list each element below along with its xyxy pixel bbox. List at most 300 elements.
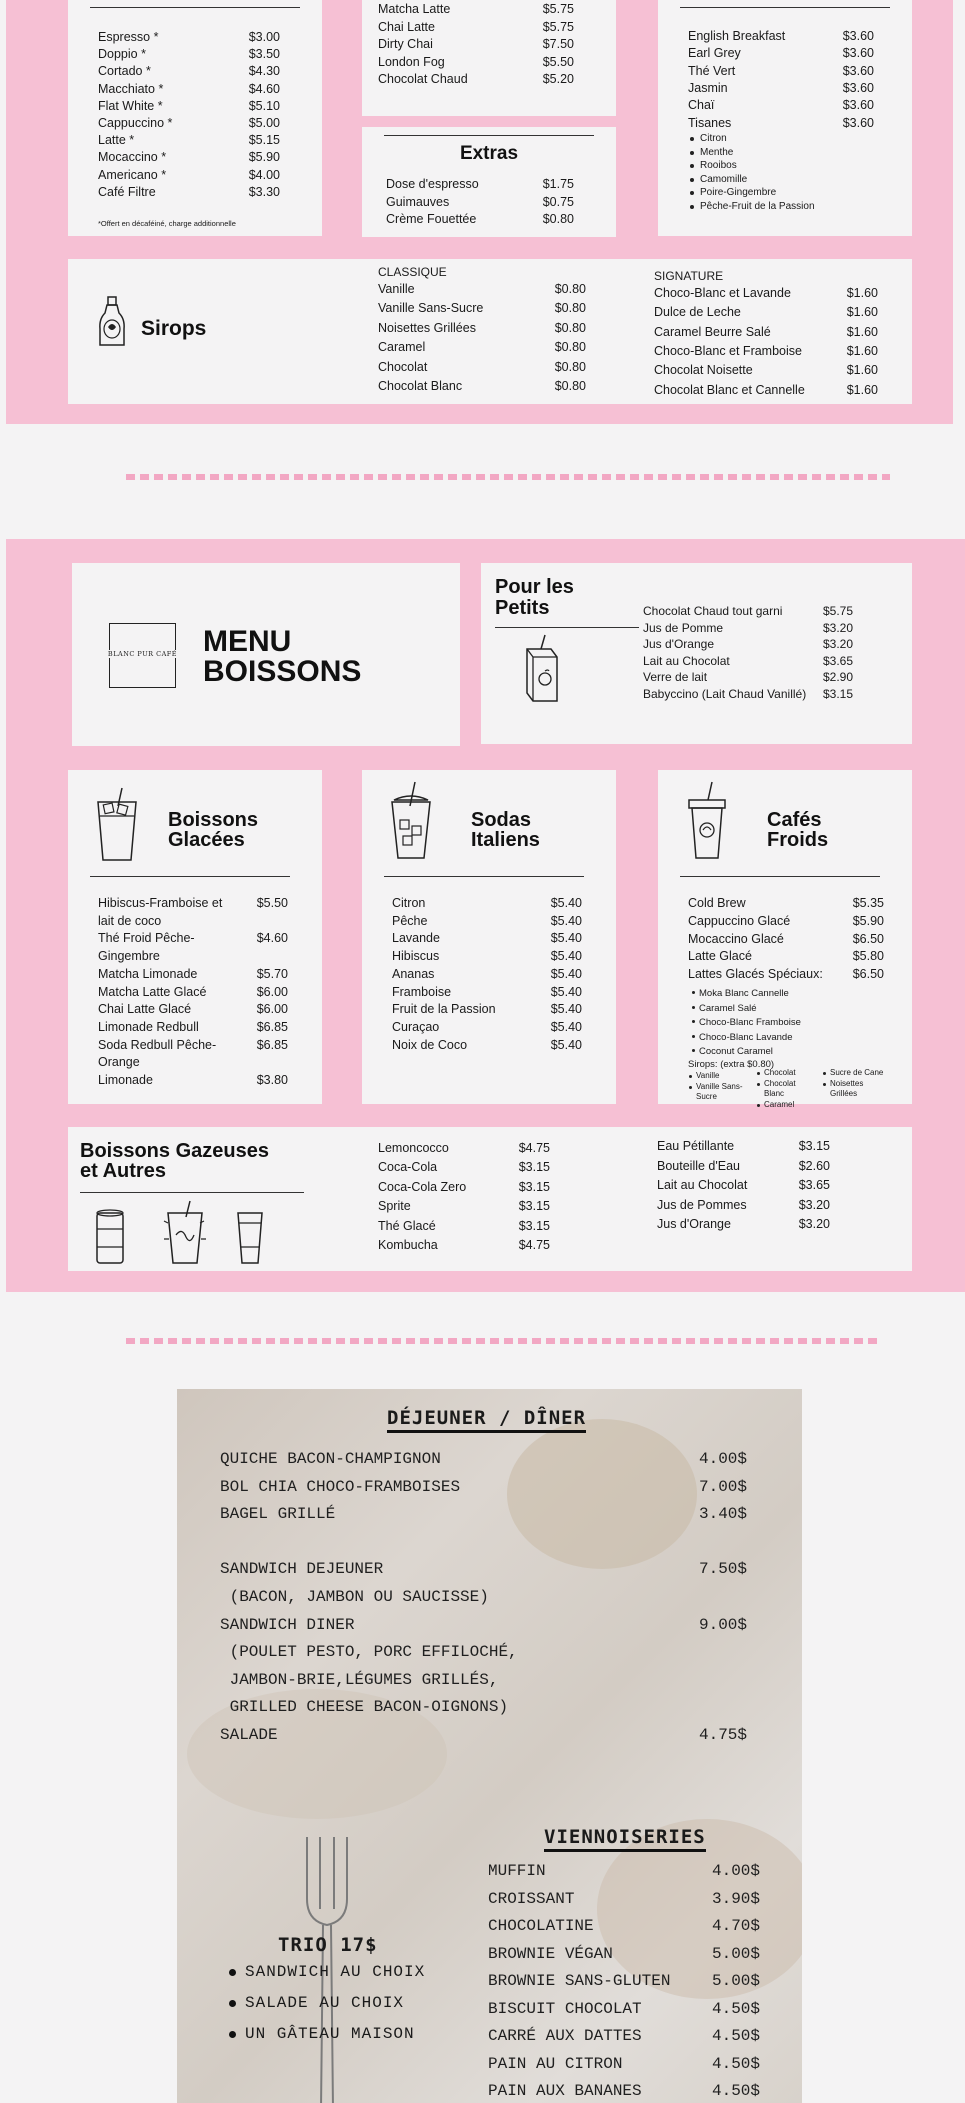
- item-price: $0.80: [554, 320, 586, 335]
- menu-item: [220, 1584, 747, 1612]
- item-name: Fruit de la Passion: [392, 1002, 496, 1017]
- syrup-item: Chocolat: [756, 1068, 816, 1079]
- menu-item: [688, 895, 884, 913]
- menu-item: [643, 653, 853, 671]
- item-name: Cappuccino *: [98, 116, 173, 130]
- sodas-title-line1: Sodas: [471, 809, 532, 831]
- menu-item: [378, 1179, 550, 1197]
- divider: [80, 1192, 304, 1193]
- menu-item: [378, 378, 586, 396]
- card-froids: [658, 770, 912, 1109]
- item-price: $3.30: [248, 184, 280, 199]
- sirops-col3: [822, 1068, 887, 1100]
- card-thes: [658, 0, 912, 236]
- item-name-line2: Gingembre: [98, 948, 160, 963]
- menu-item: [657, 1197, 830, 1215]
- special-latte-item: Choco-Blanc Framboise: [691, 1016, 801, 1031]
- menu-item: [488, 2023, 760, 2051]
- menu-item: [392, 1019, 582, 1037]
- item-name: Vanille: [378, 282, 415, 296]
- item-price: $5.35: [852, 896, 884, 910]
- menu-item: [378, 1159, 550, 1177]
- item-price: $1.60: [846, 363, 878, 378]
- menu-item: [220, 1501, 747, 1529]
- menu-item: [392, 930, 582, 948]
- syrup-item: Vanille Sans-Sucre: [688, 1082, 743, 1103]
- item-price: $5.75: [542, 19, 574, 34]
- item-price: $3.20: [798, 1217, 830, 1232]
- item-name: Lavande: [392, 931, 440, 946]
- item-price: 4.50$: [711, 1999, 760, 2018]
- item-price: $0.80: [542, 212, 574, 227]
- menu-item: [220, 1639, 747, 1667]
- item-name: Jus de Pommes: [657, 1197, 747, 1212]
- item-price: $5.40: [550, 949, 582, 964]
- item-name: Caramel Beurre Salé: [654, 324, 771, 339]
- menu-item: [657, 1158, 830, 1176]
- menu-item: [98, 115, 280, 133]
- item-name: Latte *: [98, 133, 135, 148]
- item-name: Coca-Cola Zero: [378, 1179, 467, 1194]
- card-sirops: [68, 259, 912, 404]
- menu-item: [98, 895, 288, 930]
- item-name: Thé Vert: [688, 63, 736, 78]
- item-price: $5.50: [542, 54, 574, 69]
- menu-item: [488, 2078, 760, 2103]
- item-name: Cold Brew: [688, 896, 746, 910]
- item-price: $3.20: [798, 1197, 830, 1212]
- menu-item: [488, 1941, 760, 1969]
- menu-item: [98, 167, 280, 185]
- item-name: Kombucha: [378, 1238, 438, 1252]
- syrup-bottle-icon: [96, 295, 128, 349]
- item-price: $5.00: [248, 116, 280, 130]
- menu-item: [98, 98, 280, 116]
- item-price: $0.80: [554, 340, 586, 355]
- menu-item: [98, 184, 280, 202]
- divider: [680, 876, 880, 877]
- trio-item-label: UN GÂTEAU MAISON: [245, 2025, 415, 2043]
- menu-item: [657, 1138, 830, 1156]
- tisanes-list: [688, 132, 815, 213]
- menu-item: [98, 63, 280, 81]
- item-price: $0.80: [554, 379, 586, 393]
- card-sodas: [362, 770, 616, 1104]
- tisane-item: Poire-Gingembre: [688, 186, 815, 200]
- menu-item: [378, 300, 586, 318]
- item-name: (BACON, JAMBON OU SAUCISSE): [220, 1588, 489, 1606]
- item-price: $0.80: [554, 359, 586, 374]
- item-price: 4.50$: [711, 2027, 760, 2045]
- viennoiseries-title: VIENNOISERIES: [544, 1826, 706, 1852]
- menu-item: [643, 620, 853, 638]
- menu-item: [654, 324, 878, 342]
- syrup-item: Noisettes Grillées: [822, 1079, 887, 1100]
- item-name: Dirty Chai: [378, 37, 433, 52]
- menu-item: [654, 343, 878, 361]
- item-price: $6.85: [256, 1019, 288, 1034]
- item-price: $3.60: [842, 46, 874, 61]
- item-price: $4.75: [518, 1141, 550, 1155]
- menu-item: [654, 382, 878, 400]
- item-price: $0.75: [542, 194, 574, 209]
- special-latte-item: Moka Blanc Cannelle: [691, 987, 801, 1002]
- menu-item: [392, 895, 582, 913]
- cafes-note: *Offert en décaféiné, charge additionnelle: [98, 219, 236, 228]
- item-name: Pêche: [392, 913, 428, 928]
- menu-item: [654, 304, 878, 322]
- menu-item: [220, 1446, 747, 1474]
- trio-title: TRIO 17$: [278, 1934, 378, 1956]
- item-name: Sprite: [378, 1199, 411, 1214]
- item-price: $1.60: [846, 305, 878, 320]
- menu-item: [378, 320, 586, 338]
- item-price: $5.90: [248, 150, 280, 165]
- item-price: $3.15: [518, 1199, 550, 1214]
- item-price: $4.30: [248, 64, 280, 79]
- item-name: PAIN AUX BANANES: [488, 2082, 642, 2100]
- item-price: $3.60: [842, 115, 874, 130]
- card-petits: [481, 563, 912, 744]
- menu-item: [98, 1019, 288, 1037]
- divider: [90, 7, 300, 8]
- glacees-title-line1: Boissons: [168, 809, 259, 831]
- menu-item: [688, 931, 884, 949]
- menu-item: [488, 1968, 760, 1996]
- divider: [90, 876, 290, 877]
- item-name: Jus d'Orange: [643, 637, 714, 651]
- item-name: Thé Froid Pêche-: [98, 931, 195, 946]
- item-price: $3.60: [842, 29, 874, 43]
- item-price: $0.80: [554, 301, 586, 316]
- menu-item: [98, 1072, 288, 1090]
- sirops-extra: Sirops: (extra $0.80): [688, 1059, 775, 1070]
- menu-item: [643, 686, 853, 704]
- petits-title-line1: Pour les: [495, 576, 574, 598]
- item-name: Soda Redbull Pêche-: [98, 1037, 217, 1052]
- item-price: $4.75: [518, 1238, 550, 1252]
- item-price: $3.65: [798, 1178, 830, 1193]
- menu-item: [378, 54, 574, 72]
- item-price: $1.60: [846, 343, 878, 358]
- speciaux-list: [691, 987, 801, 1060]
- item-name: Macchiato *: [98, 81, 164, 96]
- gazeuses-title-line2: et Autres: [80, 1160, 166, 1182]
- item-price: $1.60: [846, 286, 878, 300]
- item-price: $3.15: [518, 1218, 550, 1233]
- item-name: London Fog: [378, 54, 445, 69]
- menu-item: [220, 1694, 747, 1722]
- item-price: 9.00$: [698, 1615, 747, 1634]
- menu-item: [657, 1216, 830, 1234]
- item-name: Chaï: [688, 98, 715, 113]
- menu-item: [488, 2051, 760, 2079]
- item-name: Cappuccino Glacé: [688, 913, 791, 928]
- item-name: English Breakfast: [688, 29, 786, 43]
- signature-label: SIGNATURE: [654, 269, 724, 283]
- item-price: $5.90: [852, 913, 884, 928]
- glass-icon: [234, 1209, 266, 1267]
- menu-item: [98, 29, 280, 47]
- card-gazeuses: [68, 1127, 912, 1271]
- menu-item: [378, 359, 586, 377]
- menu-item: [220, 1612, 747, 1640]
- menu-item: [386, 176, 574, 194]
- item-price: $5.40: [550, 1002, 582, 1017]
- menu-item: [643, 636, 853, 654]
- item-price: $6.00: [256, 1002, 288, 1017]
- item-name: SANDWICH DEJEUNER: [220, 1560, 384, 1579]
- item-price: 4.00$: [711, 1862, 760, 1880]
- item-price: $6.50: [852, 967, 884, 982]
- item-name: Chocolat Blanc et Cannelle: [654, 382, 805, 397]
- menu-item: [378, 1198, 550, 1216]
- menu-item: [98, 1037, 288, 1072]
- item-name: Citron: [392, 896, 426, 910]
- menu-item: [688, 115, 874, 133]
- item-price: $5.70: [256, 966, 288, 981]
- juice-box-icon: [521, 633, 561, 705]
- menu-item: [488, 1996, 760, 2024]
- item-name: Chai Latte Glacé: [98, 1002, 192, 1017]
- item-price: 5.00$: [711, 1972, 760, 1990]
- trio-item: [229, 1963, 425, 1981]
- divider-dashes: [126, 474, 890, 480]
- item-price: $3.15: [518, 1179, 550, 1194]
- menu-item: [98, 81, 280, 99]
- soda-cup-icon: [388, 780, 434, 862]
- special-latte-item: Coconut Caramel: [691, 1045, 801, 1060]
- item-name: Mocaccino *: [98, 150, 167, 165]
- item-name: GRILLED CHEESE BACON-OIGNONS): [220, 1698, 509, 1717]
- item-name: BOL CHIA CHOCO-FRAMBOISES: [220, 1477, 461, 1496]
- menu-item: [688, 80, 874, 98]
- item-name: Jus de Pomme: [643, 620, 724, 635]
- item-name: CARRÉ AUX DATTES: [488, 2027, 642, 2045]
- menu-item: [378, 281, 586, 299]
- card-cafes: [68, 0, 322, 236]
- menu-item: [488, 1886, 760, 1914]
- item-price: $5.80: [852, 949, 884, 964]
- item-price: $1.60: [846, 382, 878, 397]
- item-price: $5.20: [542, 72, 574, 87]
- item-price: $4.60: [248, 81, 280, 96]
- item-price: 4.50$: [711, 2082, 760, 2100]
- item-price: 4.75$: [698, 1726, 747, 1744]
- item-name: Espresso *: [98, 30, 159, 44]
- sirops-col2: [756, 1068, 816, 1110]
- item-price: $7.50: [542, 37, 574, 52]
- item-name: Jasmin: [688, 80, 728, 95]
- menu-item: [378, 1140, 550, 1158]
- item-name: Matcha Latte: [378, 2, 451, 16]
- item-price: $2.60: [798, 1158, 830, 1173]
- bullet-icon: [229, 2031, 236, 2038]
- sirops-col1: [688, 1071, 743, 1103]
- item-name: Babyccino (Lait Chaud Vanillé): [643, 686, 807, 701]
- menu-item: [220, 1474, 747, 1502]
- item-name: Cortado *: [98, 64, 151, 79]
- item-price: $5.75: [822, 604, 853, 618]
- special-latte-item: Choco-Blanc Lavande: [691, 1031, 801, 1046]
- menu-item: [392, 948, 582, 966]
- item-price: $5.75: [542, 2, 574, 16]
- item-name: Choco-Blanc et Framboise: [654, 343, 802, 358]
- item-name: Lait au Chocolat: [657, 1178, 748, 1193]
- item-name: Limonade Redbull: [98, 1019, 199, 1034]
- item-name: Flat White *: [98, 98, 163, 113]
- menu-item: [386, 194, 574, 212]
- menu-item: [98, 149, 280, 167]
- item-name: BISCUIT CHOCOLAT: [488, 1999, 642, 2018]
- item-name-line2: lait de coco: [98, 913, 162, 928]
- item-price: $1.60: [846, 324, 878, 339]
- menu-item: [378, 19, 574, 37]
- item-name: QUICHE BACON-CHAMPIGNON: [220, 1450, 441, 1468]
- item-price: $6.50: [852, 931, 884, 946]
- item-name: Hibiscus: [392, 949, 440, 964]
- item-name: Guimauves: [386, 194, 450, 209]
- item-name: MUFFIN: [488, 1862, 546, 1880]
- item-name: (POULET PESTO, PORC EFFILOCHÉ,: [220, 1643, 518, 1662]
- menu-item: [643, 669, 853, 687]
- classique-label: CLASSIQUE: [378, 265, 447, 279]
- menu-item: [98, 1001, 288, 1019]
- menu-item: [98, 966, 288, 984]
- item-price: $3.80: [256, 1073, 288, 1087]
- item-name: BROWNIE VÉGAN: [488, 1944, 613, 1963]
- card-extras: [362, 127, 616, 237]
- tisane-item: Rooibos: [688, 159, 815, 173]
- item-price: 4.00$: [698, 1450, 747, 1468]
- menu-item: [392, 1001, 582, 1019]
- item-name: Lattes Glacés Spéciaux:: [688, 967, 823, 982]
- item-name: Caramel: [378, 340, 426, 355]
- sirops-title: Sirops: [141, 317, 207, 340]
- item-name-wrap: [98, 1037, 216, 1072]
- item-price: $3.20: [822, 620, 853, 635]
- item-price: 4.70$: [711, 1917, 760, 1935]
- item-name: CROISSANT: [488, 1889, 575, 1908]
- item-price: $4.60: [256, 931, 288, 946]
- item-price: $3.60: [842, 80, 874, 95]
- item-price: $5.50: [256, 896, 288, 910]
- item-name: Coca-Cola: [378, 1160, 438, 1175]
- item-price: $5.40: [550, 1037, 582, 1052]
- iced-coffee-cup-icon: [686, 780, 728, 862]
- menu-item: [220, 1667, 747, 1695]
- menu-item: [98, 46, 280, 64]
- item-name: BROWNIE SANS-GLUTEN: [488, 1972, 671, 1990]
- soda-can-icon: [94, 1207, 126, 1267]
- menu-item: [688, 28, 874, 46]
- menu-item: [378, 1237, 550, 1255]
- menu-item: [488, 1858, 760, 1886]
- menu-item: [488, 1913, 760, 1941]
- item-name: Eau Pétillante: [657, 1139, 735, 1153]
- sodas-title-line2: Italiens: [471, 829, 540, 851]
- gazeuses-title-line1: Boissons Gazeuses: [80, 1140, 269, 1162]
- menu-item: [378, 1218, 550, 1236]
- syrup-item: Vanille: [688, 1071, 743, 1082]
- menu-item: [392, 1037, 582, 1055]
- extras-title: Extras: [459, 143, 519, 164]
- card-glacees: [68, 770, 322, 1104]
- item-price: $1.75: [542, 177, 574, 191]
- menu-item: [392, 984, 582, 1002]
- item-name: Chocolat Chaud tout garni: [643, 604, 783, 618]
- item-name: JAMBON-BRIE,LÉGUMES GRILLÉS,: [220, 1670, 499, 1689]
- item-name: Tisanes: [688, 115, 732, 130]
- menu-item: [654, 362, 878, 380]
- menu-item: [688, 63, 874, 81]
- divider: [680, 7, 890, 8]
- item-name: Jus d'Orange: [657, 1217, 731, 1232]
- item-name: Café Filtre: [98, 184, 156, 199]
- item-price: $5.40: [550, 966, 582, 981]
- item-name: Doppio *: [98, 47, 146, 62]
- menu-title-line1: MENU: [203, 625, 292, 658]
- menu-item: [378, 1, 574, 19]
- menu-item: [98, 132, 280, 150]
- menu-item: [378, 339, 586, 357]
- menu-item: [378, 71, 574, 89]
- item-name: Earl Grey: [688, 46, 741, 61]
- item-name: Limonade: [98, 1073, 153, 1087]
- item-name: Americano *: [98, 167, 167, 182]
- item-name: Chocolat Blanc: [378, 379, 463, 393]
- tisane-item: Menthe: [688, 146, 815, 160]
- menu-item: [378, 36, 574, 54]
- froids-title-line2: Froids: [767, 829, 829, 851]
- item-name: Lait au Chocolat: [643, 653, 730, 668]
- item-name: Dose d'espresso: [386, 177, 479, 191]
- item-price: $5.10: [248, 98, 280, 113]
- divider: [384, 135, 594, 136]
- menu-item: [220, 1722, 747, 1750]
- menu-item: [688, 966, 884, 984]
- syrup-item: Caramel: [756, 1100, 816, 1111]
- item-price: $3.15: [518, 1160, 550, 1175]
- card-menu-title: [72, 563, 460, 746]
- item-name: Ananas: [392, 966, 435, 981]
- froids-title-line1: Cafés: [767, 809, 822, 831]
- item-name: Chocolat Chaud: [378, 72, 468, 87]
- menu-item: [643, 603, 853, 621]
- item-price: $5.40: [550, 984, 582, 999]
- item-price: $0.80: [554, 282, 586, 296]
- item-name-wrap: [98, 930, 195, 965]
- item-name: Chocolat Noisette: [654, 363, 753, 378]
- item-price: 4.50$: [711, 2054, 760, 2073]
- item-name: PAIN AU CITRON: [488, 2054, 623, 2073]
- item-price: $6.00: [256, 984, 288, 999]
- item-price: $3.60: [842, 98, 874, 113]
- item-name: Crème Fouettée: [386, 212, 477, 227]
- item-price: 3.40$: [698, 1505, 747, 1524]
- item-price: $5.15: [248, 133, 280, 148]
- item-price: $3.20: [822, 637, 853, 651]
- trio-item-label: SALADE AU CHOIX: [245, 1994, 405, 2012]
- glacees-title-line2: Glacées: [168, 829, 245, 851]
- item-price: 7.50$: [698, 1560, 747, 1579]
- item-name: Noix de Coco: [392, 1037, 468, 1052]
- item-name: SALADE: [220, 1726, 278, 1744]
- menu-item: [98, 984, 288, 1002]
- item-name: Hibiscus-Framboise et: [98, 896, 223, 910]
- item-price: $3.60: [842, 63, 874, 78]
- tisane-item: Pêche-Fruit de la Passion: [688, 200, 815, 214]
